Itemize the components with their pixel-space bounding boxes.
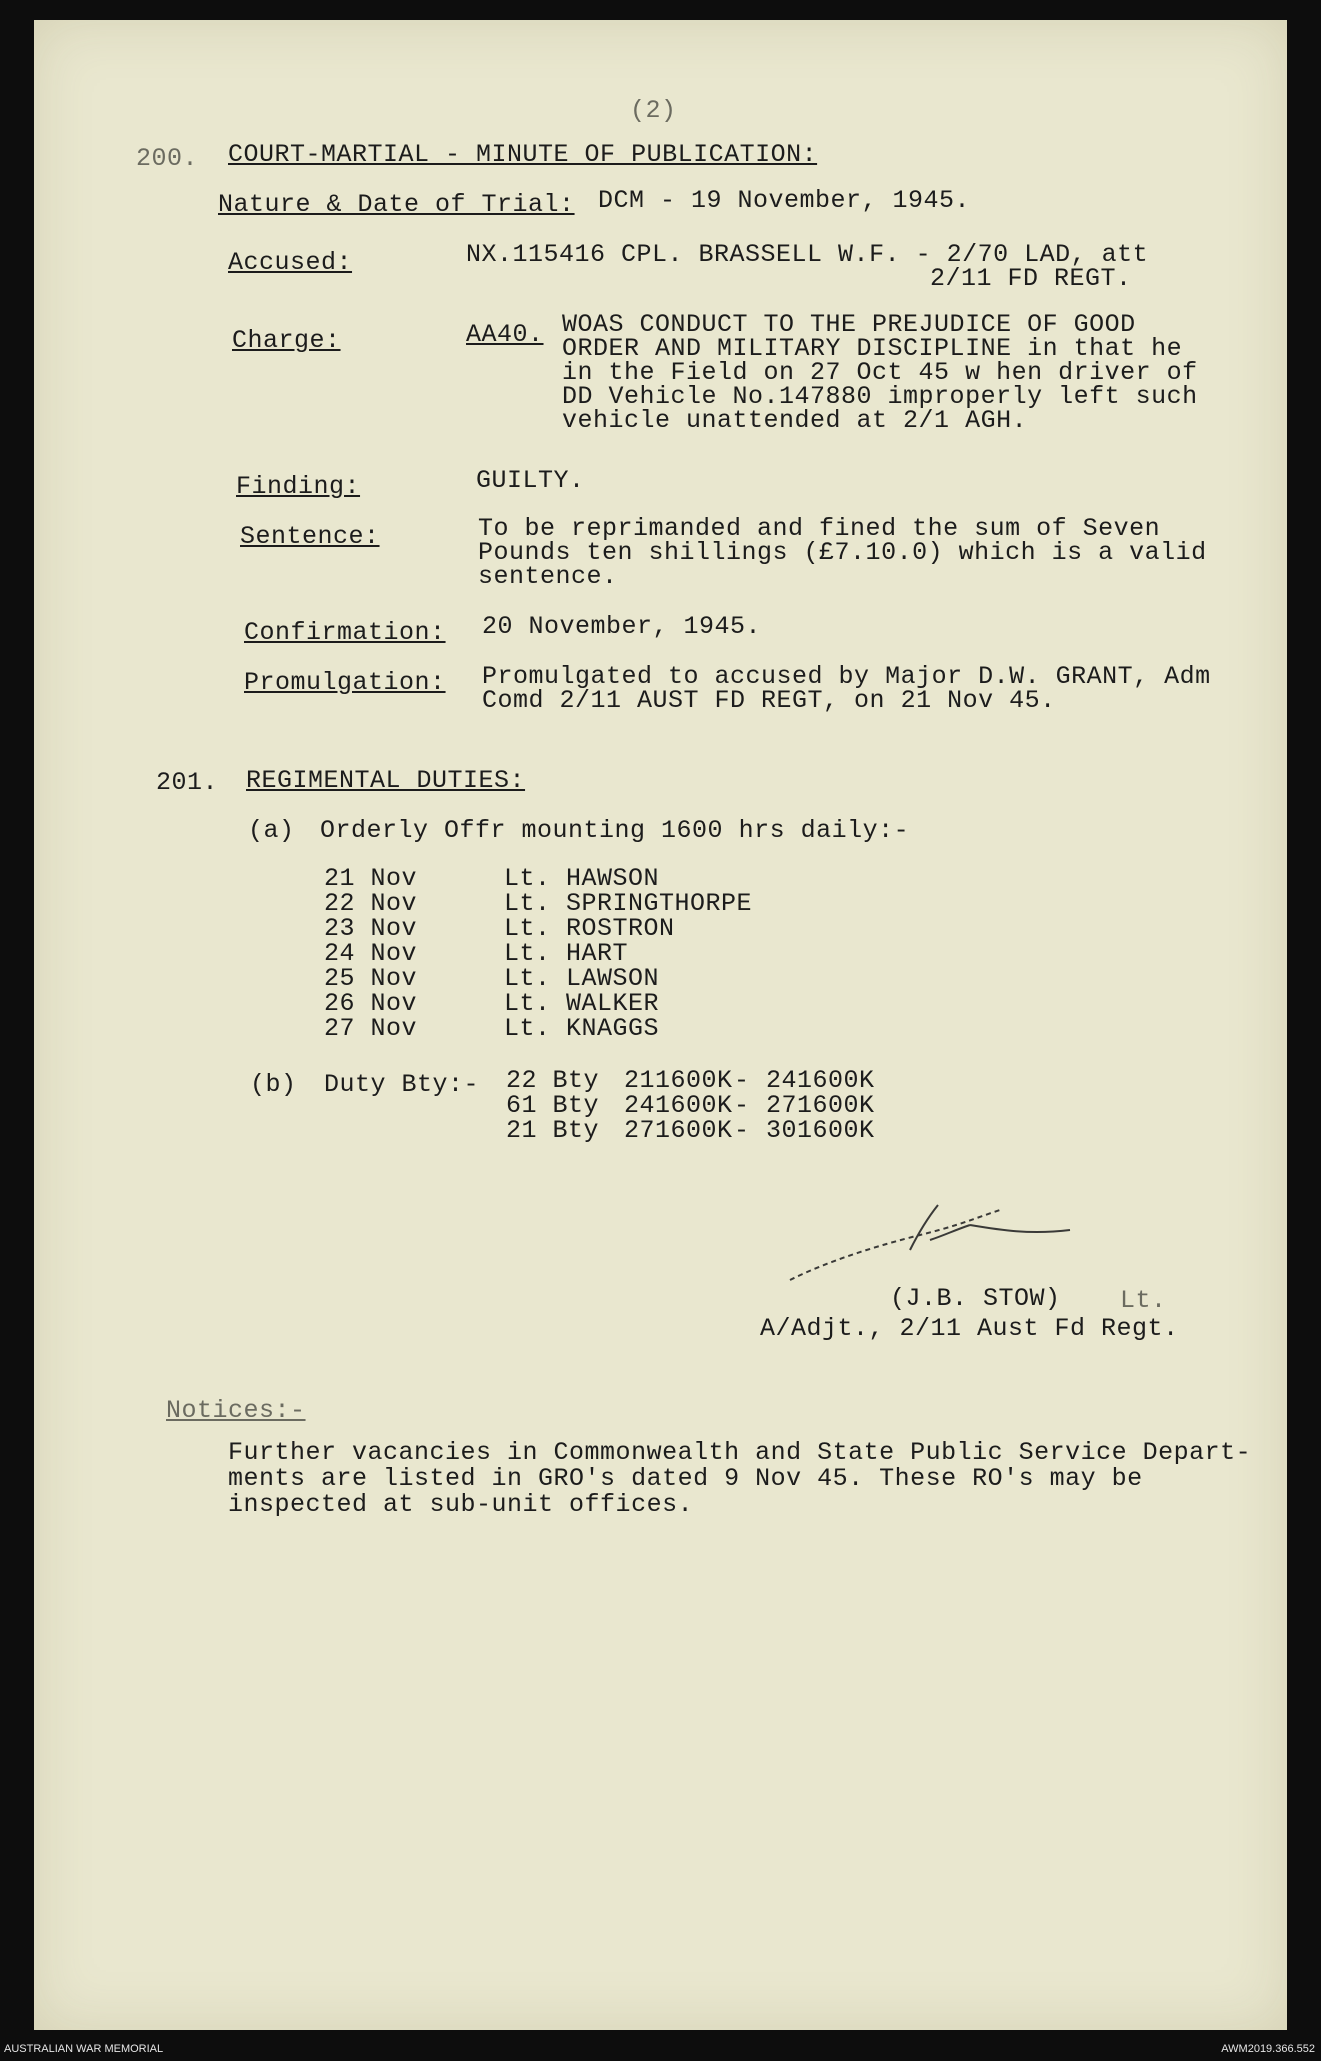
orderly-date: 22 Nov bbox=[324, 889, 418, 918]
promulgation-line: Promulgated to accused by Major D.W. GRANT, Adm bbox=[482, 662, 1211, 691]
orderly-officer-title: Orderly Offr mounting 1600 hrs daily:- bbox=[320, 816, 910, 845]
orderly-date: 23 Nov bbox=[324, 914, 418, 943]
finding-value: GUILTY. bbox=[476, 466, 585, 495]
duty-bty-sep: - bbox=[734, 1091, 750, 1120]
orderly-date: 25 Nov bbox=[324, 964, 418, 993]
notice-line: ments are listed in GRO's dated 9 Nov 45. These RO's may be bbox=[228, 1464, 1143, 1493]
section-a-label: (a) bbox=[248, 816, 295, 845]
accused-line-1: NX.115416 CPL. BRASSELL W.F. - 2/70 LAD, att bbox=[466, 240, 1149, 269]
orderly-officer: Lt. LAWSON bbox=[504, 964, 660, 993]
orderly-officer: Lt. KNAGGS bbox=[504, 1014, 660, 1043]
duty-bty-sep: - bbox=[734, 1116, 750, 1145]
orderly-date: 21 Nov bbox=[324, 864, 418, 893]
orderly-officer: Lt. ROSTRON bbox=[504, 914, 675, 943]
duty-bty-name: 22 Bty bbox=[506, 1066, 600, 1095]
orderly-date: 24 Nov bbox=[324, 939, 418, 968]
accused-line-2: 2/11 FD REGT. bbox=[930, 264, 1132, 293]
orderly-date: 26 Nov bbox=[324, 989, 418, 1018]
orderly-officer: Lt. SPRINGTHORPE bbox=[504, 889, 753, 918]
sentence-line: Pounds ten shillings (£7.10.0) which is a valid bbox=[478, 538, 1207, 567]
orderly-officer: Lt. HART bbox=[504, 939, 629, 968]
duty-bty-name: 21 Bty bbox=[506, 1116, 600, 1145]
duty-bty-name: 61 Bty bbox=[506, 1091, 600, 1120]
duty-bty-to: 301600K bbox=[766, 1116, 875, 1145]
accused-label: Accused: bbox=[228, 248, 353, 277]
duty-bty-title: Duty Bty:- bbox=[324, 1070, 480, 1099]
finding-label: Finding: bbox=[236, 472, 361, 501]
sentence-line: sentence. bbox=[478, 562, 618, 591]
orderly-officer: Lt. HAWSON bbox=[504, 864, 660, 893]
notice-line: inspected at sub-unit offices. bbox=[228, 1490, 694, 1519]
duty-bty-sep: - bbox=[734, 1066, 750, 1095]
confirmation-value: 20 November, 1945. bbox=[482, 612, 762, 641]
nature-label: Nature & Date of Trial: bbox=[218, 190, 575, 219]
footer-source: AUSTRALIAN WAR MEMORIAL bbox=[4, 2043, 164, 2055]
footer-reference: AWM2019.366.552 bbox=[1221, 2043, 1315, 2055]
duty-bty-from: 271600K bbox=[624, 1116, 733, 1145]
promulgation-line: Comd 2/11 AUST FD REGT, on 21 Nov 45. bbox=[482, 686, 1056, 715]
page-number: (2) bbox=[630, 96, 677, 125]
duty-bty-from: 211600K bbox=[624, 1066, 733, 1095]
regimental-duties-heading: REGIMENTAL DUTIES: bbox=[246, 766, 526, 795]
duty-bty-to: 271600K bbox=[766, 1091, 875, 1120]
duty-bty-from: 241600K bbox=[624, 1091, 733, 1120]
signatory-rank: Lt. bbox=[1120, 1286, 1167, 1315]
charge-line: in the Field on 27 Oct 45 w hen driver of bbox=[562, 358, 1198, 387]
sentence-line: To be reprimanded and fined the sum of Seven bbox=[478, 514, 1161, 543]
orderly-date: 27 Nov bbox=[324, 1014, 418, 1043]
charge-line: DD Vehicle No.147880 improperly left such bbox=[562, 382, 1198, 411]
item-number-200: 200. bbox=[136, 144, 199, 173]
section-b-label: (b) bbox=[250, 1070, 297, 1099]
charge-line: vehicle unattended at 2/1 AGH. bbox=[562, 406, 1028, 435]
nature-value: DCM - 19 November, 1945. bbox=[598, 186, 971, 215]
charge-code: AA40. bbox=[466, 320, 544, 349]
court-martial-heading: COURT-MARTIAL - MINUTE OF PUBLICATION: bbox=[228, 140, 818, 169]
item-number-201: 201. bbox=[156, 768, 219, 797]
charge-label: Charge: bbox=[232, 326, 341, 355]
orderly-officer: Lt. WALKER bbox=[504, 989, 660, 1018]
notices-heading: Notices:- bbox=[166, 1396, 306, 1425]
duty-bty-to: 241600K bbox=[766, 1066, 875, 1095]
charge-line: WOAS CONDUCT TO THE PREJUDICE OF GOOD bbox=[562, 310, 1136, 339]
sentence-label: Sentence: bbox=[240, 522, 380, 551]
notice-line: Further vacancies in Commonwealth and State Public Service Depart- bbox=[228, 1438, 1252, 1467]
charge-line: ORDER AND MILITARY DISCIPLINE in that he bbox=[562, 334, 1183, 363]
signatory-name: (J.B. STOW) bbox=[890, 1284, 1061, 1313]
promulgation-label: Promulgation: bbox=[244, 668, 446, 697]
confirmation-label: Confirmation: bbox=[244, 618, 446, 647]
signatory-appointment: A/Adjt., 2/11 Aust Fd Regt. bbox=[760, 1314, 1179, 1343]
